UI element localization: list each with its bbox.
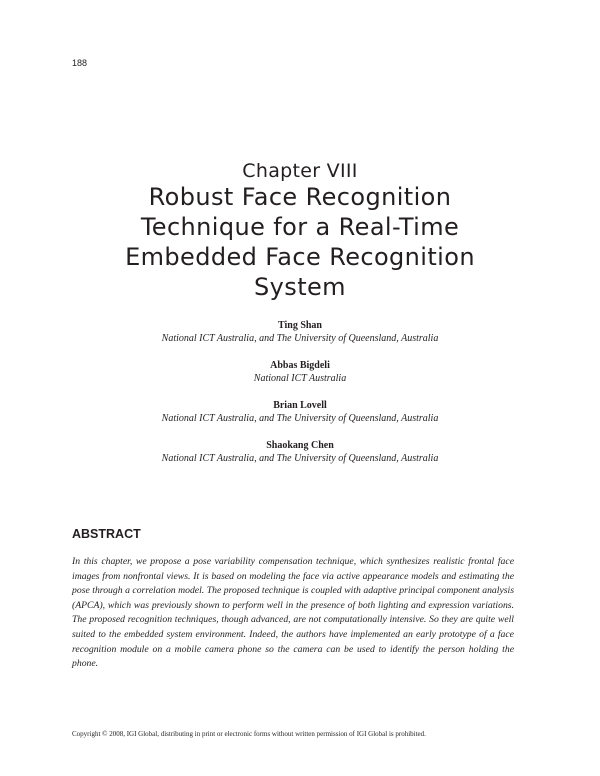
author-name: Shaokang Chen (266, 440, 334, 451)
author-name: Brian Lovell (273, 400, 327, 411)
author-affiliation: National ICT Australia, and The University of Queensland, Australia (161, 453, 439, 464)
chapter-title-line: Technique for a Real-Time (140, 213, 460, 241)
author-entry (0, 359, 600, 385)
abstract-body: In this chapter, we propose a pose variability compensation technique, which synthesizes realistic frontal face images from nonfrontal views. It is based on modeling the face via active appearance models and estimating the pose through a correlation model. The proposed technique is coupled with adaptive principal component analysis (APCA), which was previously shown to perform well in the presence of both lighting and expression variations. The proposed recognition techniques, though advanced, are not computationally intensive. So they are quite well suited to the embedded system environment. Indeed, the authors have implemented an early prototype of a face recognition module on a mobile camera phone so the camera can be used to identify the person holding the phone. (72, 556, 514, 670)
author-list (0, 319, 600, 479)
author-affiliation: National ICT Australia, and The University of Queensland, Australia (161, 333, 439, 344)
page-number: 188 (72, 58, 88, 68)
author-name: Ting Shan (277, 320, 322, 331)
author-affiliation: National ICT Australia (253, 373, 347, 384)
author-entry (0, 319, 600, 345)
chapter-title-line: Robust Face Recognition (148, 183, 452, 211)
author-name: Abbas Bigdeli (270, 360, 330, 371)
chapter-title (60, 182, 540, 302)
author-affiliation: National ICT Australia, and The University of Queensland, Australia (161, 413, 439, 424)
author-entry (0, 399, 600, 425)
chapter-label: Chapter VIII (242, 160, 358, 182)
chapter-title-line: System (254, 273, 346, 301)
abstract-heading: ABSTRACT (72, 527, 141, 541)
copyright-notice: Copyright © 2008, IGI Global, distributing in print or electronic forms without written permission of IGI Global is prohibited. (72, 730, 426, 738)
author-entry (0, 439, 600, 465)
chapter-title-line: Embedded Face Recognition (125, 243, 475, 271)
